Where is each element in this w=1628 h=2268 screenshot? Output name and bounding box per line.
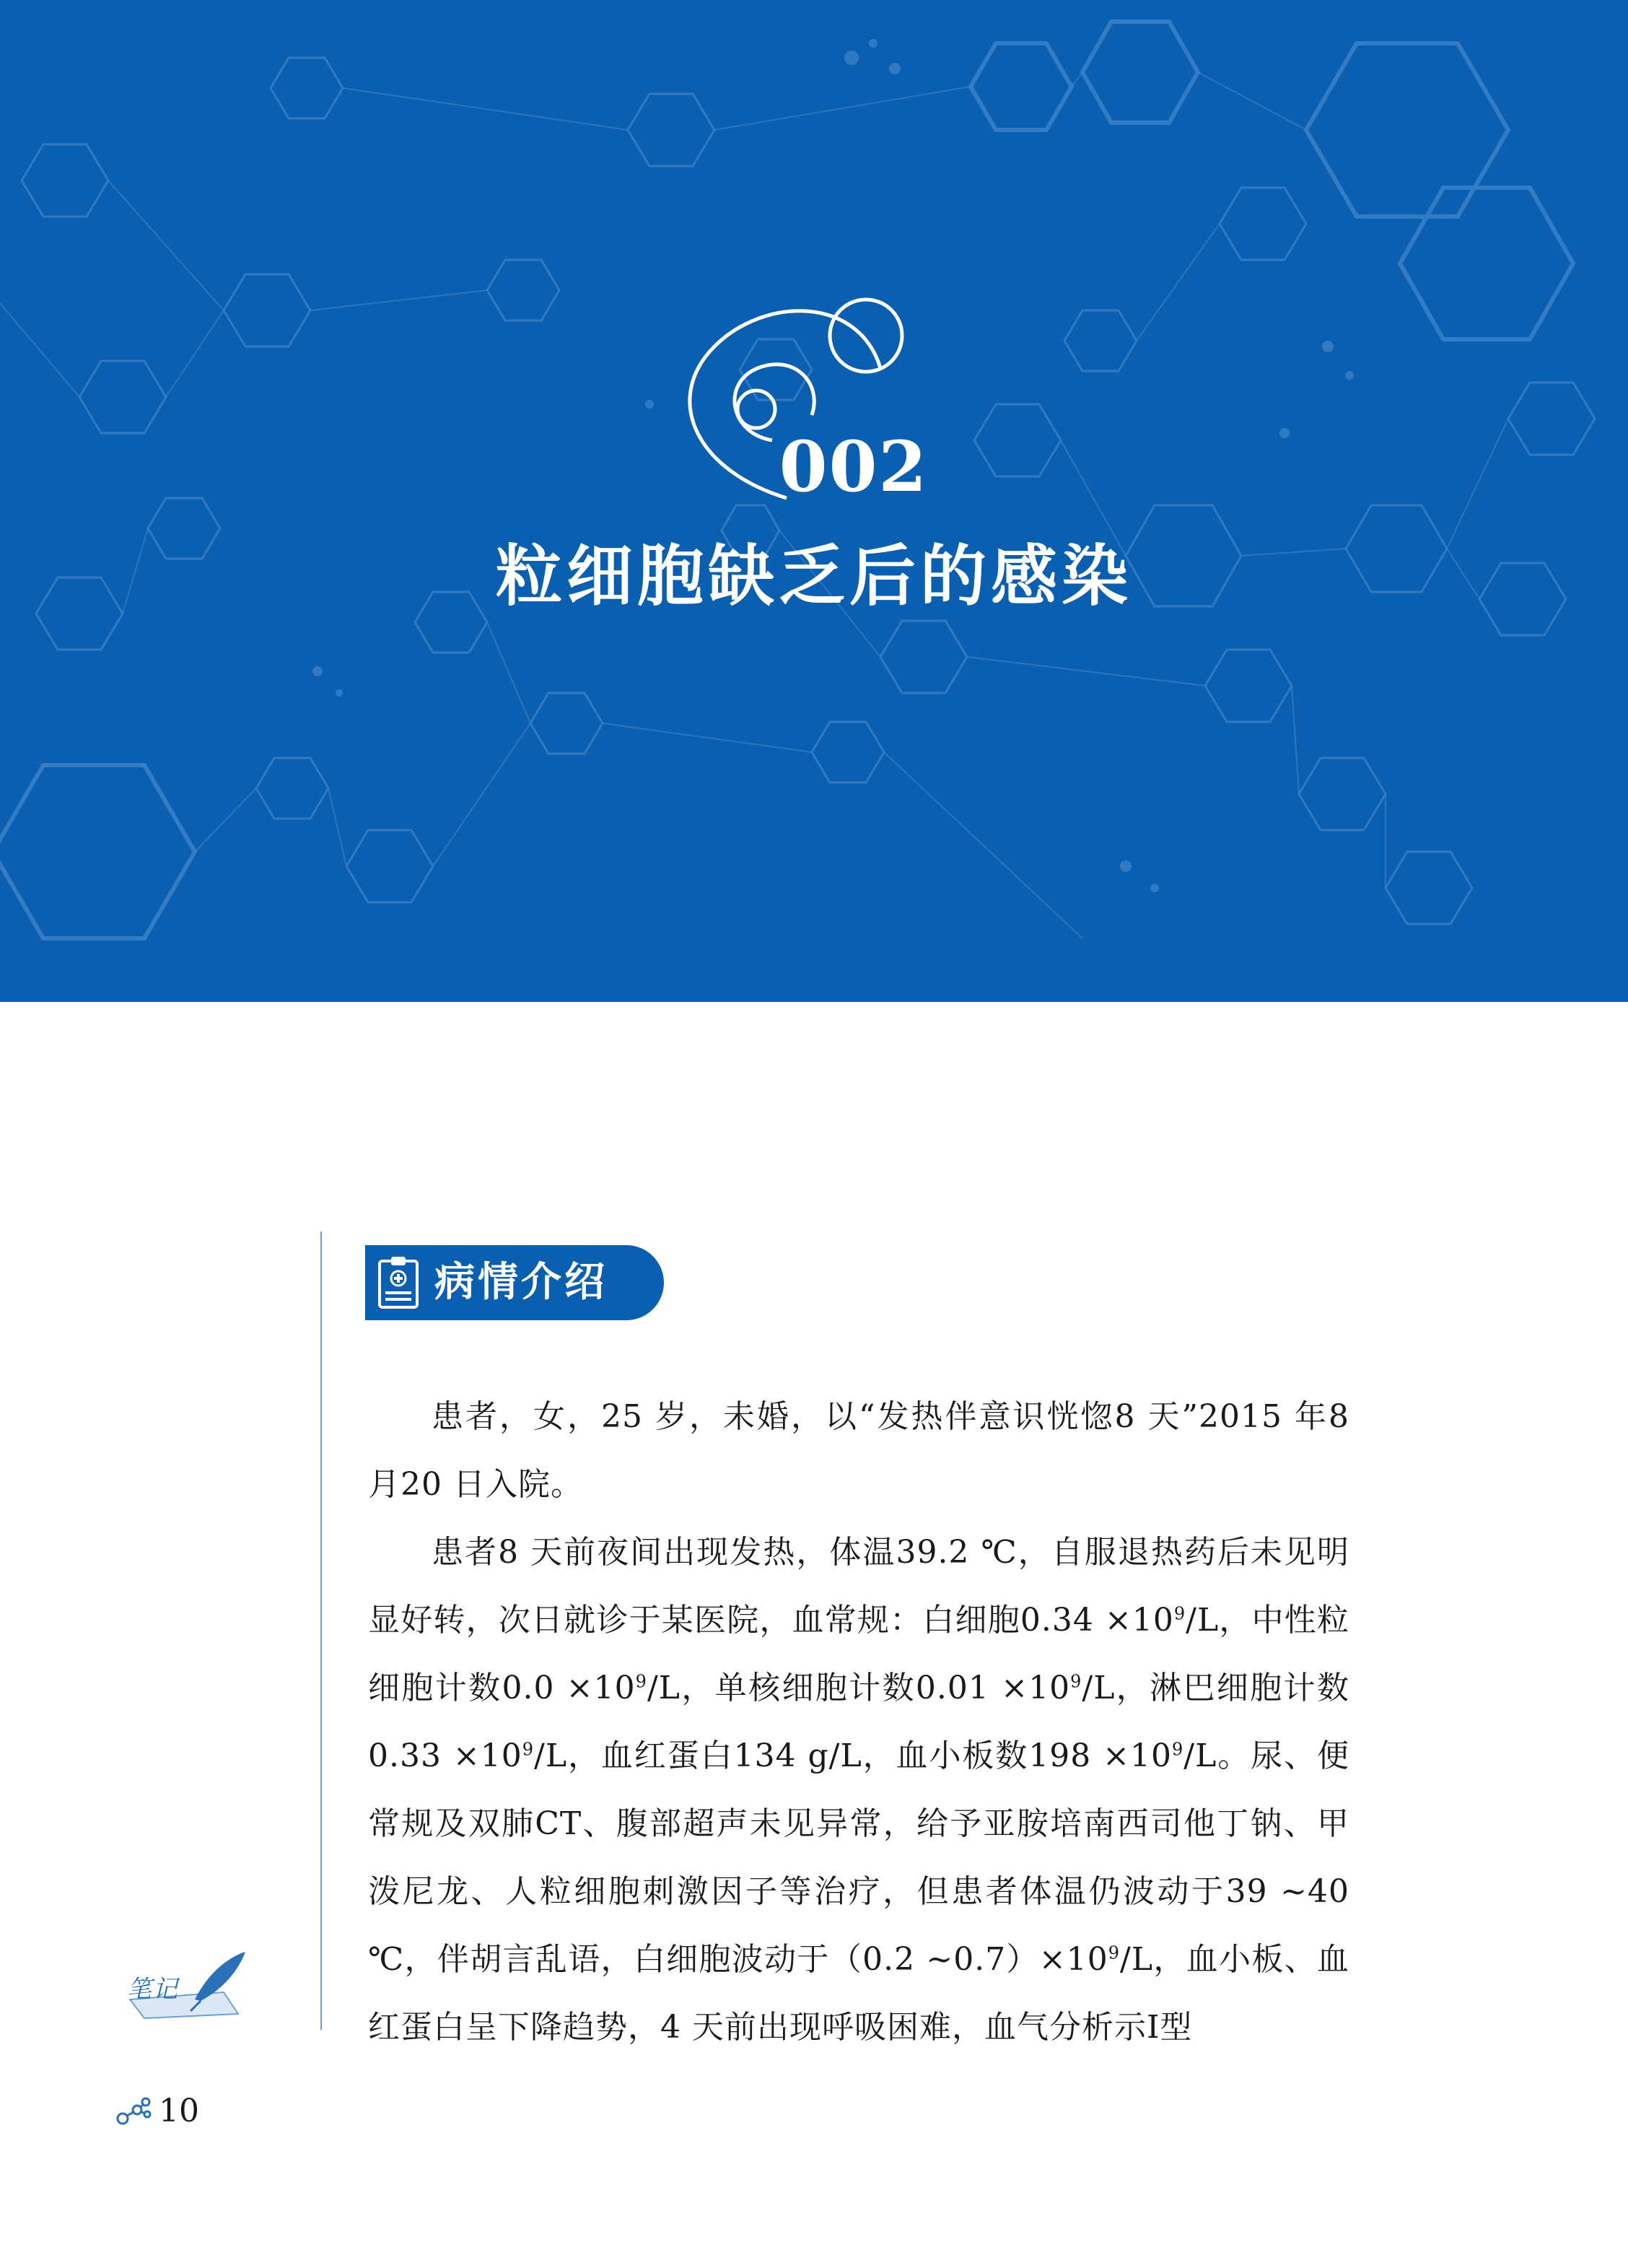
margin-rule [320, 1231, 322, 2030]
chapter-banner [0, 0, 1628, 1002]
clipboard-medical-icon [377, 1255, 420, 1310]
section-header-badge [365, 1245, 664, 1320]
case-description [368, 1383, 1349, 2062]
molecule-icon [115, 2097, 152, 2126]
chapter-number: 002 [779, 426, 929, 507]
paragraph-2: 患者8 天前夜间出现发热，体温39.2 ℃，自服退热药后未见明显好转，次日就诊于某医院，血常规：白细胞$0.34 \times 10^9/L$，中性粒细胞计数$0.0 \times 10^9/L$，单核细胞计数$0.01 \times 10^9/L$，淋巴细胞计数$0.33 \times 10^9/L$，血红蛋白134 g/L，血小板数$198 \times 10^9/L$。尿、便常规及双肺CT、腹部超声未见异常，给予亚胺培南西司他丁钠、甲泼尼龙、人粒细胞刺激因子等治疗，但患者体温仍波动于39 ~40 ℃，伴胡言乱语，白细胞波动于（0.2 $\sim 0.7)\times 10^9/L$，血小板、血红蛋白呈下降趋势，4 天前出现呼吸困难，血气分析示Ⅰ型 [368, 1534, 1349, 2046]
page-number: 10 [159, 2093, 199, 2129]
notes-label: 笔记 [127, 1975, 179, 2004]
paragraph-1: 患者，女，25 岁，未婚，以“发热伴意识恍惚8 天”2015 年8 月20 日入院。 [368, 1398, 1349, 1503]
section-label: 病情介绍 [434, 1259, 608, 1306]
chapter-title: 粒细胞缺乏后的感染 [495, 538, 1132, 615]
